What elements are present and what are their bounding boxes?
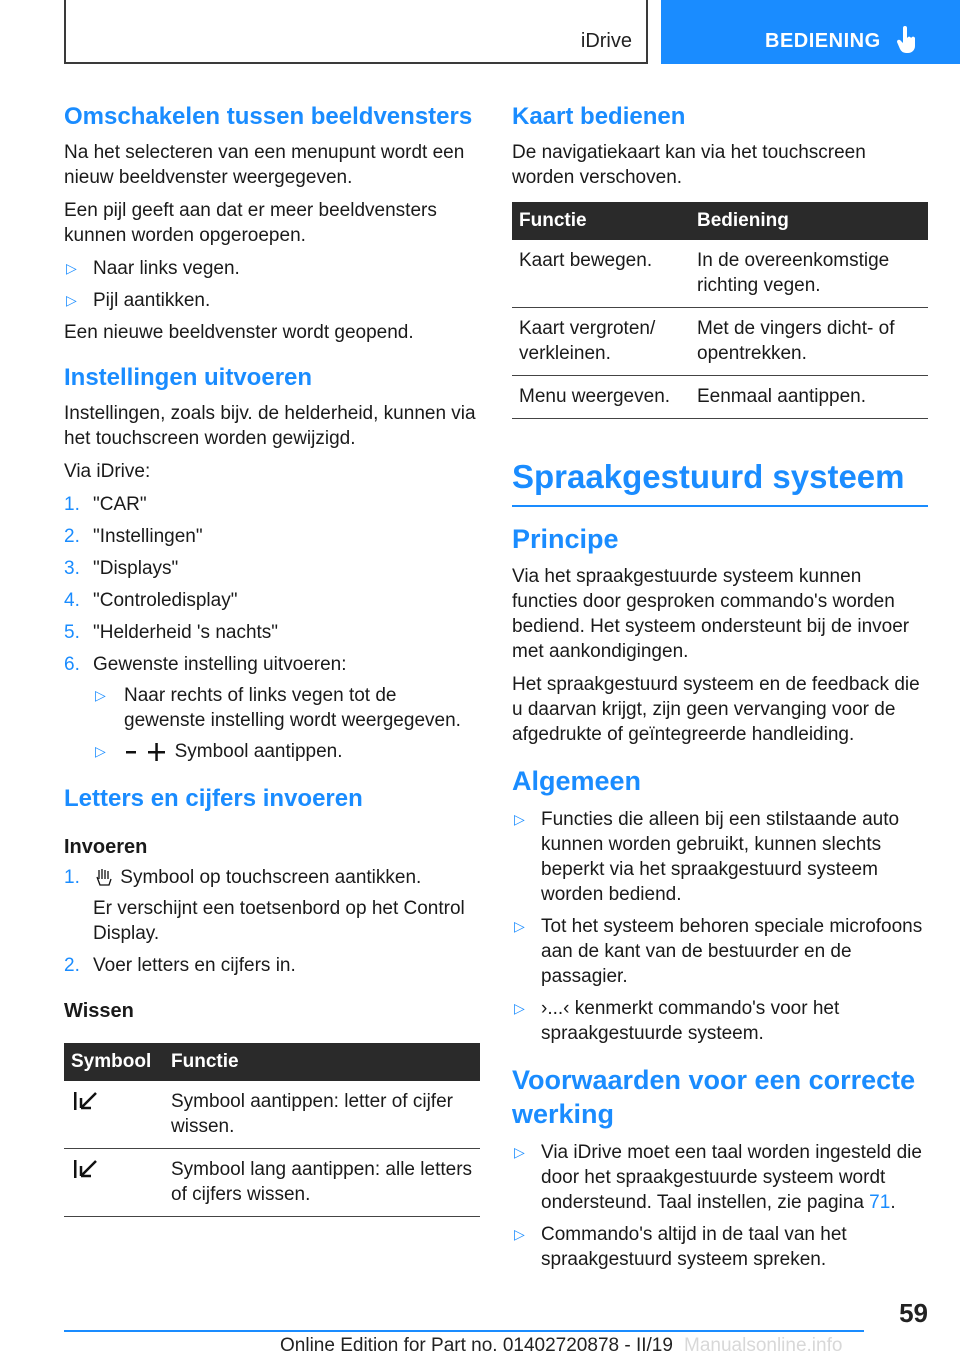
triangle-bullet-icon: ▷ <box>514 811 525 828</box>
backspace-arrow-icon <box>71 1089 101 1113</box>
left-column <box>64 102 480 1217</box>
table-row <box>512 240 928 308</box>
triangle-bullet-icon: ▷ <box>514 1143 525 1160</box>
table-cell: Met de vingers dicht- of opentrekken. <box>690 308 928 376</box>
list-item: ▷ Tot het systeem behoren speciale microfoons aan de kant van de bestuurder en de passagier. <box>514 916 923 988</box>
triangle-bullet-icon: ▷ <box>514 1225 525 1242</box>
plus-icon <box>145 742 169 762</box>
header-chapter-label: BEDIENING <box>765 30 881 52</box>
paragraph: Het spraakgestuurd systeem en de feedback die u daarvan krijgt, zijn geen vervanging voor de afgedrukte of geïntegreerde handleiding. <box>512 674 920 746</box>
triangle-bullet-icon: ▷ <box>95 743 106 759</box>
page-number: 59 <box>899 1298 928 1328</box>
section-title-instellingen: Instellingen uitvoeren <box>64 364 313 391</box>
table-header: Functie <box>164 1043 480 1081</box>
paragraph: Na het selecteren van een menupunt wordt een nieuw beeldvenster weergegeven. <box>64 142 465 188</box>
keyboard-hand-icon <box>93 867 115 889</box>
list-item: ▷ Commando's altijd in de taal van het spraakgestuurd systeem spreken. <box>514 1223 847 1270</box>
table-header: Functie <box>512 202 690 240</box>
header-section-box <box>64 0 648 64</box>
chapter-title: Spraakgestuurd systeem <box>512 458 905 495</box>
triangle-bullet-icon: ▷ <box>66 260 77 276</box>
table-cell: In de overeenkomstige richting vegen. <box>690 240 928 308</box>
backspace-arrow-icon <box>71 1157 101 1181</box>
list-item: 1. Symbool op touchscreen aantikken. Er verschijnt een toetsenbord op het Control Display. <box>64 865 480 946</box>
list-item: ▷ Via iDrive moet een taal worden ingesteld die door het spraakgestuurde systeem wordt ondersteund. Taal instellen, zie pagina 71. <box>514 1141 922 1213</box>
list-item: 6. Gewenste instelling uitvoeren: ▷ Naar rechts of links vegen tot de gewenste instelling wordt weergegeven. ▷ Symbool aantippen. <box>64 652 480 764</box>
subheading-invoeren: Invoeren <box>64 836 148 858</box>
header-chapter-box <box>661 0 960 64</box>
paragraph: Via het spraakgestuurde systeem kunnen functies door gesproken commando's worden bediend. Het systeem ondersteunt bij de invoer met aankondigingen. <box>512 566 910 663</box>
step-continuation: Er verschijnt een toetsenbord op het Control Display. <box>93 898 465 944</box>
list-item: 5. "Helderheid 's nachts" <box>64 622 279 643</box>
table-cell <box>64 1081 164 1149</box>
paragraph: De navigatiekaart kan via het touchscreen worden verschoven. <box>512 142 866 188</box>
sub-list-item: ▷ Symbool aantippen. <box>95 741 343 762</box>
table-row <box>64 1081 480 1149</box>
section-title-kaart: Kaart bedienen <box>512 103 686 130</box>
footer-rule <box>64 1330 864 1332</box>
paragraph: Via iDrive: <box>64 461 151 482</box>
list-item: 2. Voer letters en cijfers in. <box>64 955 296 976</box>
section-title-principe: Principe <box>512 523 619 554</box>
section-title-algemeen: Algemeen <box>512 766 642 797</box>
table-cell: Symbool aantippen: letter of cijfer wissen. <box>164 1081 480 1149</box>
section-title-omschakelen: Omschakelen tussen beeldvensters <box>64 103 473 130</box>
triangle-bullet-icon: ▷ <box>514 918 525 935</box>
triangle-bullet-icon: ▷ <box>95 687 106 703</box>
section-title-letters: Letters en cijfers invoeren <box>64 785 363 812</box>
table-cell: Eenmaal aantippen. <box>690 376 928 419</box>
section-title-voorwaarden: Voorwaarden voor een correcte werking <box>512 1065 916 1129</box>
right-column <box>512 102 928 1279</box>
list-item: ▷ Naar links vegen. <box>66 258 240 279</box>
list-item: 3. "Displays" <box>64 558 179 579</box>
minus-icon <box>124 744 140 760</box>
table-cell: Menu weergeven. <box>512 376 690 419</box>
page-link[interactable]: 71 <box>869 1191 891 1213</box>
edition-text: Online Edition for Part no. 01402720878 - II/19 <box>280 1335 673 1356</box>
table-header: Bediening <box>690 202 928 240</box>
hand-pointer-icon <box>896 26 918 54</box>
map-table <box>512 202 928 419</box>
paragraph: Een pijl geeft aan dat er meer beeldvensters kunnen worden opgeroepen. <box>64 200 437 246</box>
paragraph: Instellingen, zoals bijv. de helderheid, kunnen via het touchscreen worden gewijzigd. <box>64 403 476 449</box>
table-row <box>64 1149 480 1217</box>
header-section-label: iDrive <box>580 30 632 52</box>
sub-list-item: ▷ Naar rechts of links vegen tot de gewenste instelling wordt weergegeven. <box>95 685 461 731</box>
table-row <box>512 376 928 419</box>
list-item: ▷ Pijl aantikken. <box>66 290 211 311</box>
triangle-bullet-icon: ▷ <box>514 1000 525 1017</box>
paragraph: Een nieuwe beeldvenster wordt geopend. <box>64 322 414 343</box>
list-item: 2. "Instellingen" <box>64 526 203 547</box>
watermark: Manualsonline.info <box>684 1335 843 1356</box>
table-cell: Kaart vergroten/ verkleinen. <box>512 308 690 376</box>
table-row <box>512 308 928 376</box>
list-item: ▷ ›...‹ kenmerkt commando's voor het spraakgestuurde systeem. <box>514 998 840 1045</box>
table-cell: Symbool lang aantippen: alle letters of cijfers wissen. <box>164 1149 480 1217</box>
chapter-rule <box>512 505 928 507</box>
table-cell: Kaart bewegen. <box>512 240 690 308</box>
list-item: 1. "CAR" <box>64 494 147 515</box>
table-cell <box>64 1149 164 1217</box>
table-header: Symbool <box>64 1043 164 1081</box>
delete-table <box>64 1043 480 1217</box>
triangle-bullet-icon: ▷ <box>66 292 77 308</box>
list-item: 4. "Controledisplay" <box>64 590 238 611</box>
list-item: ▷ Functies die alleen bij een stilstaande auto kunnen worden gebruikt, kunnen slechts beperkt via het spraakgestuurd systeem worden bediend. <box>514 809 900 906</box>
subheading-wissen: Wissen <box>64 1000 134 1022</box>
